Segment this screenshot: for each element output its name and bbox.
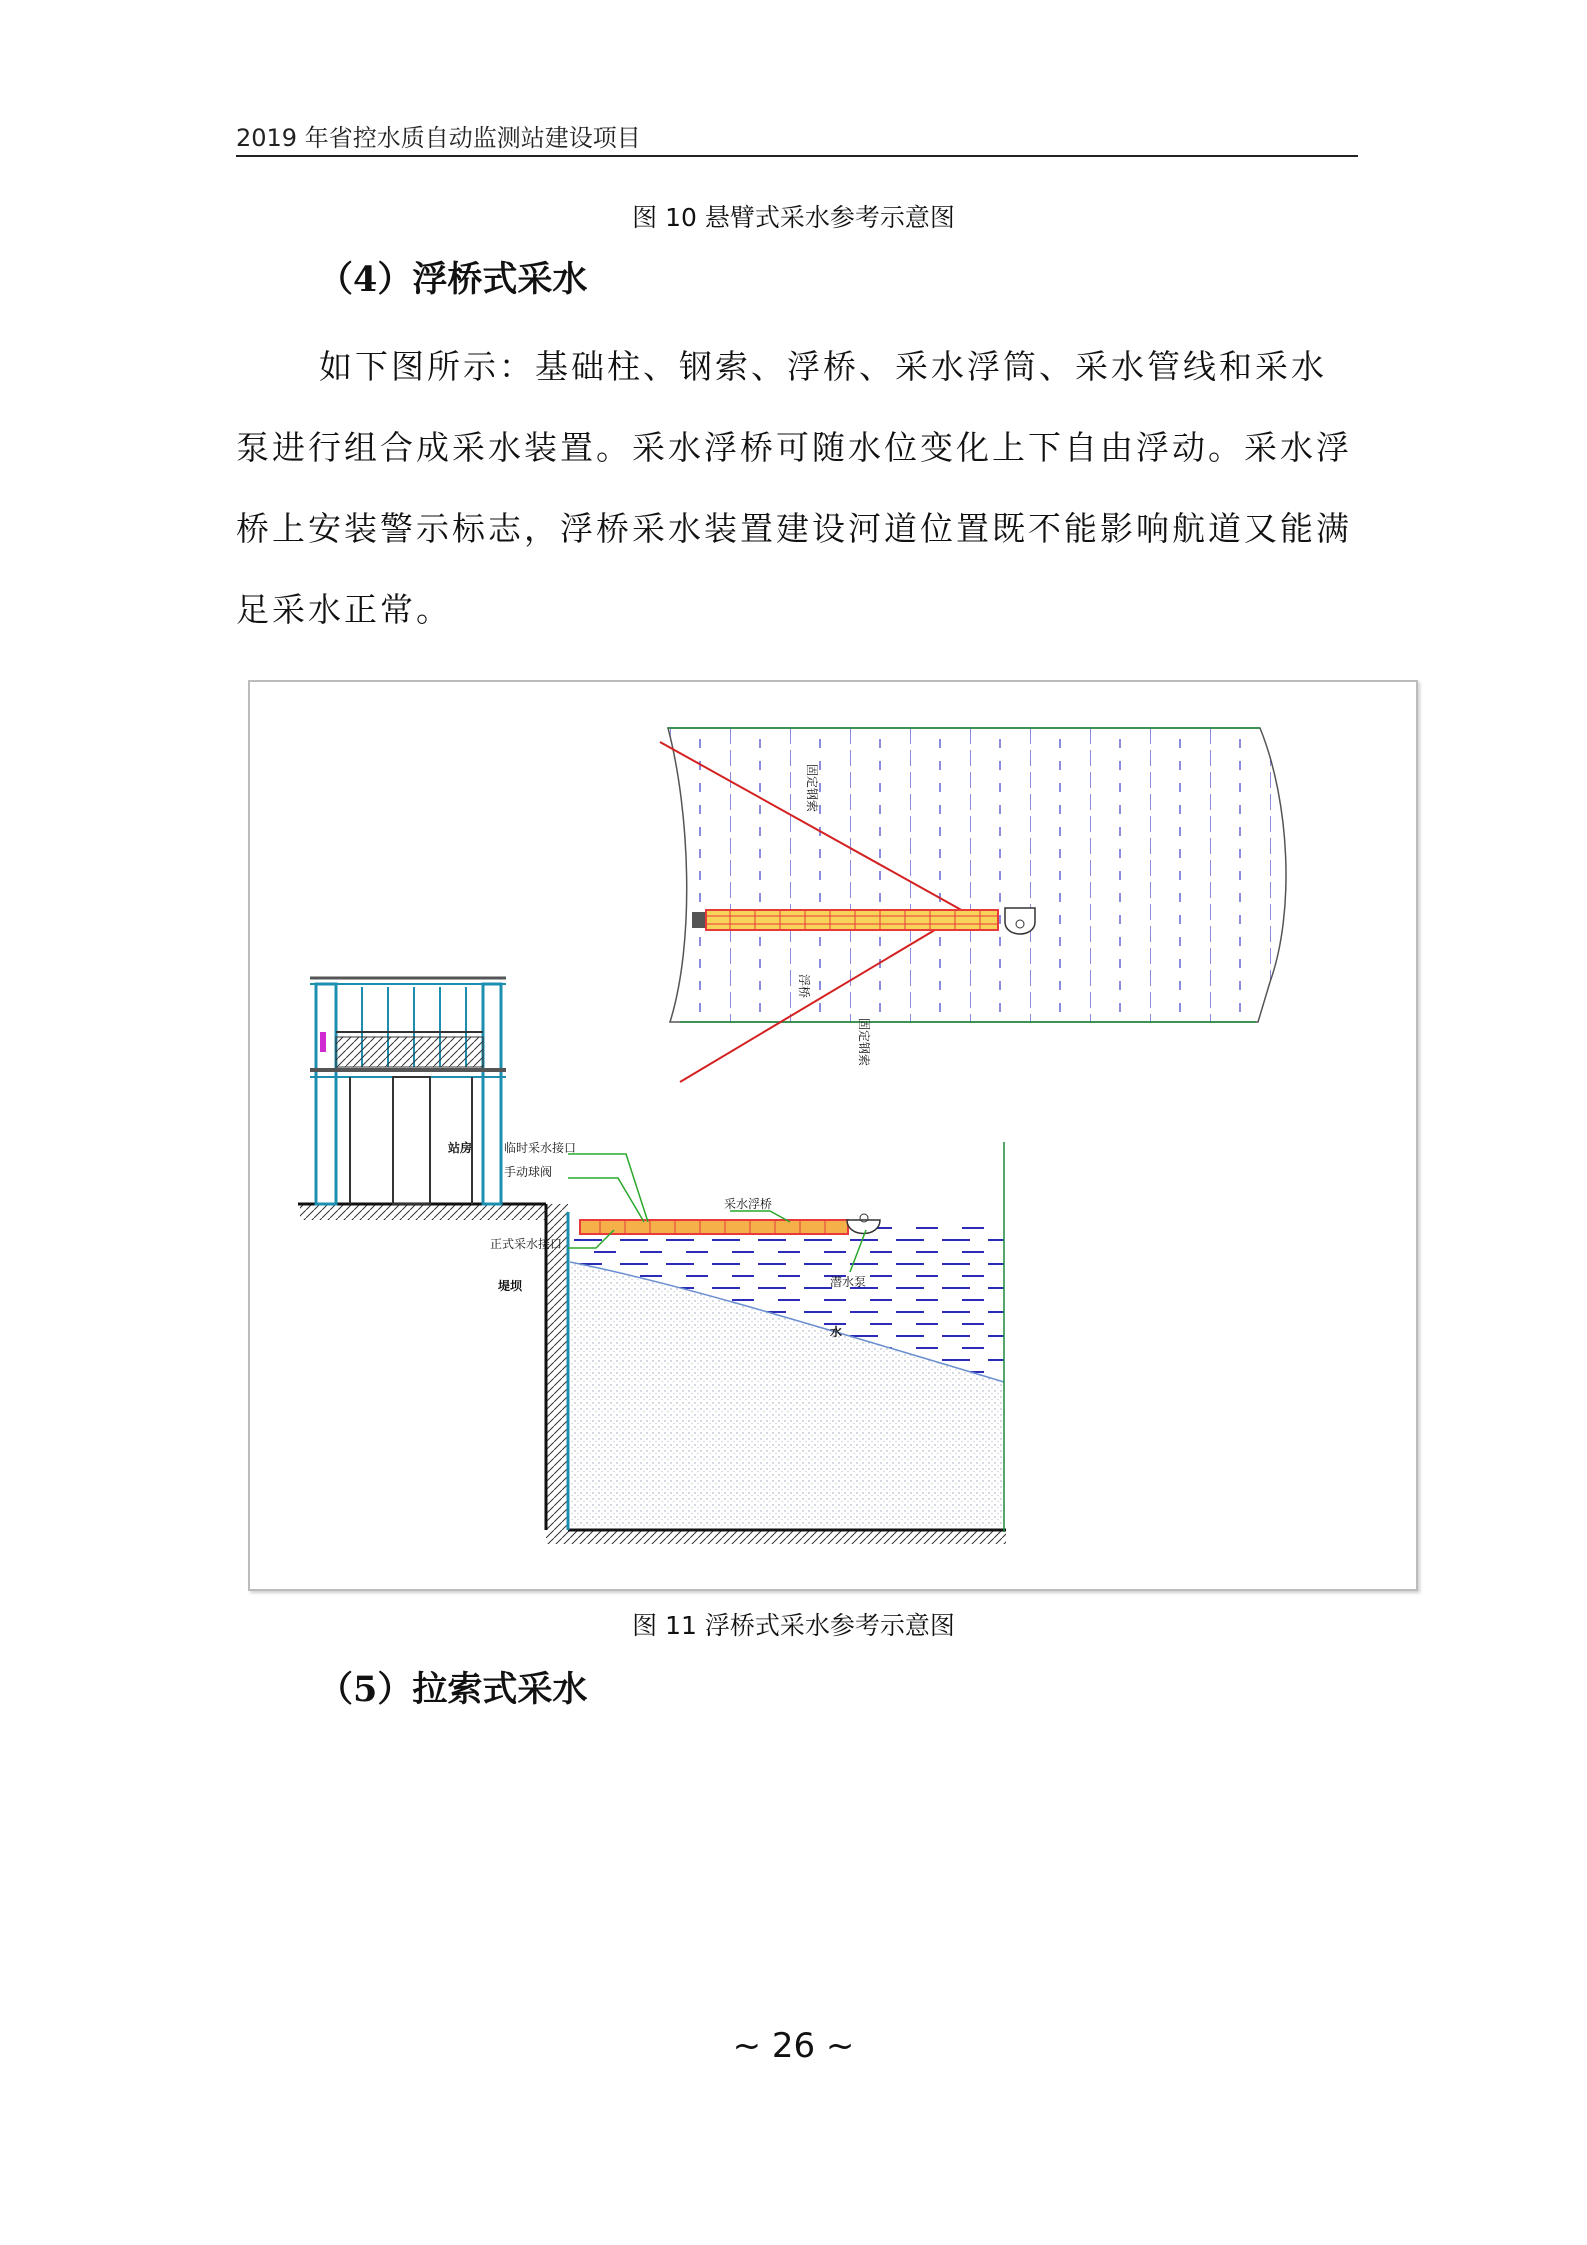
section-view: [298, 978, 1006, 1544]
label-dam: 堤坝: [498, 1279, 523, 1293]
label-bridge: 采水浮桥: [724, 1197, 773, 1211]
figure-11-diagram: [248, 680, 1418, 1591]
label-station: 站房: [448, 1141, 473, 1155]
bridge-section: [580, 1220, 848, 1234]
label-formal-intake: 正式采水接口: [490, 1237, 563, 1251]
label-pump: 潜水泵: [830, 1275, 867, 1289]
section-4-heading: （4）浮桥式采水: [318, 259, 588, 300]
section-5-heading: （5）拉索式采水: [318, 1669, 588, 1710]
header-rule: [236, 155, 1358, 157]
figure-11-caption: 图 11 浮桥式采水参考示意图: [632, 1611, 955, 1640]
station-building: [310, 978, 506, 1204]
plan-view: [660, 728, 1286, 1082]
label-cable-top: 固定钢索: [805, 764, 819, 813]
section-4-paragraph: 如下图所示：基础柱、钢索、浮桥、采水浮筒、采水管线和采水泵进行组合成采水装置。采水浮桥可随水位变化上下自由浮动。采水浮桥上安装警示标志，浮桥采水装置建设河道位置既不能影响航道又能满足采水正常。: [236, 347, 1352, 629]
label-cable-bottom: 固定钢索: [857, 1018, 871, 1067]
label-temp-intake: 临时采水接口: [504, 1141, 577, 1155]
figure-10-caption: 图 10 悬臂式采水参考示意图: [632, 203, 955, 232]
page-number: ~ 26 ~: [732, 2026, 855, 2066]
page-header: 2019 年省控水质自动监测站建设项目: [236, 124, 641, 152]
bridge-plan: [706, 910, 998, 930]
label-manual-valve: 手动球阀: [504, 1165, 553, 1179]
label-water: 水: [830, 1325, 843, 1339]
label-bridge-plan: 浮桥: [797, 974, 811, 999]
